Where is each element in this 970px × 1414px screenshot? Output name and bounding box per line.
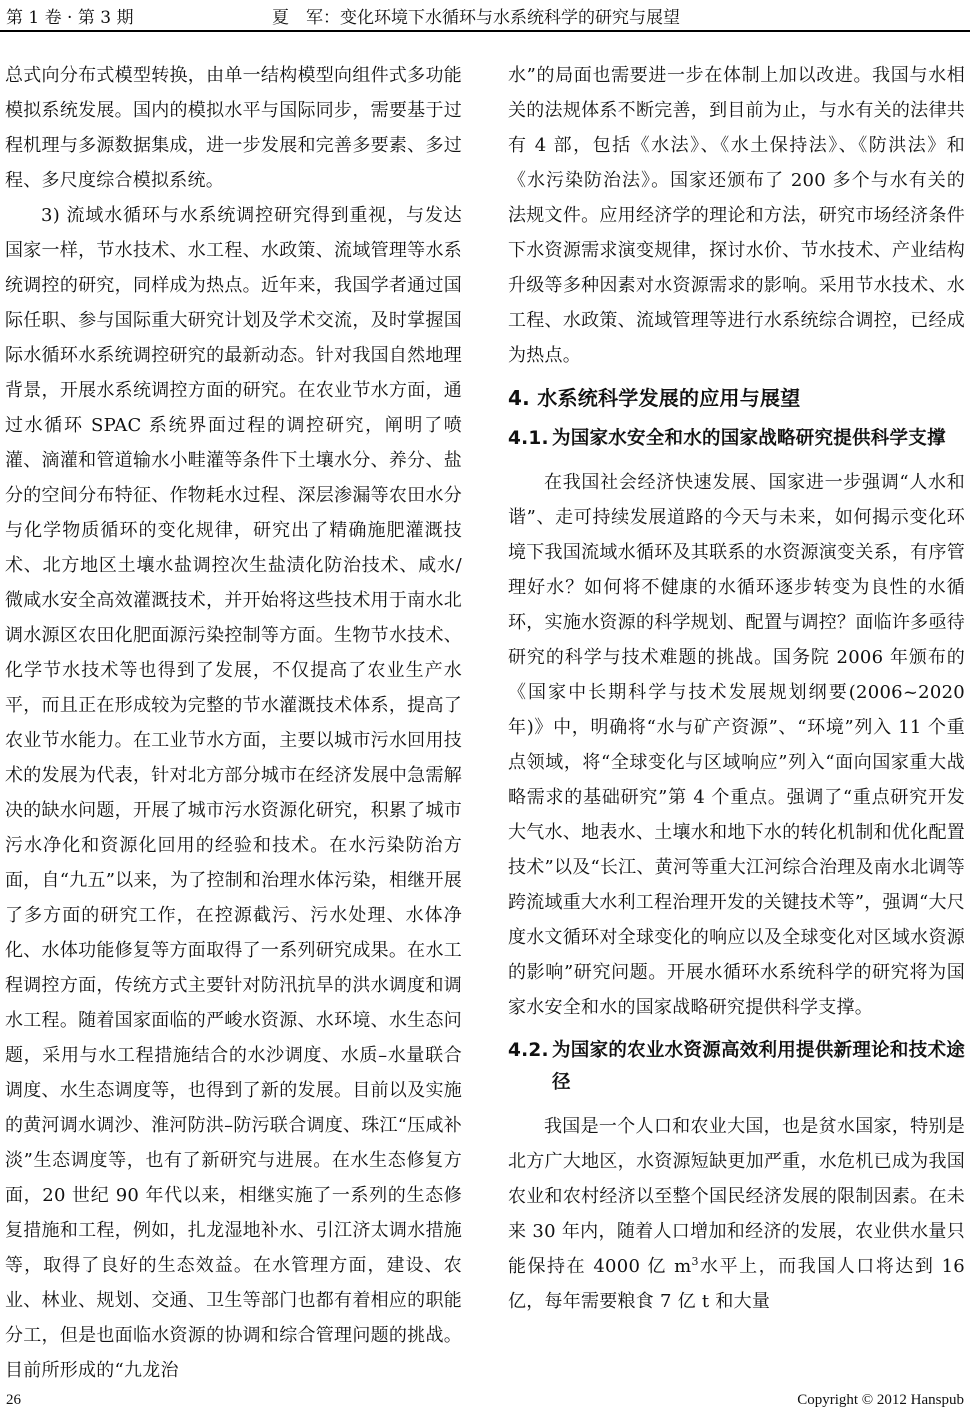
running-header [0, 0, 970, 32]
paragraph: 水”的局面也需要进一步在体制上加以改进。我国与水相关的法规体系不断完善，到目前为止，与水有关的法律共有 4 部，包括《水法》、《水土保持法》、《防洪法》和《水污染防治法》。国家还颁布了 200 多个与水有关的法规文件。应用经济学的理论和方法，研究市场经济条件下水资源需求演变规律，探讨水价、节水技术、产业结构升级等多种因素对水资源需求的影响。采用节水技术、水工程、水政策、流域管理等进行水系统综合调控，已经成为热点。 [508, 65, 965, 366]
paragraph: 总式向分布式模型转换，由单一结构模型向组件式多功能模拟系统发展。国内的模拟水平与国际同步，需要基于过程机理与多源数据集成，进一步发展和完善多要素、多过程、多尺度综合模拟系统。 [5, 65, 462, 191]
subsection-number: 4.2. [508, 1040, 549, 1061]
page-number: 26 [6, 1392, 21, 1408]
superscript: 3 [691, 1255, 699, 1268]
paragraph-text: 水平上，而我国人口将达到 16 亿，每年需要粮食 7 亿 t 和大量 [508, 1256, 966, 1312]
section-heading: 4. 水系统科学发展的应用与展望 [508, 386, 801, 410]
running-title: 夏 军：变化环境下水循环与水系统科学的研究与展望 [272, 8, 680, 28]
paragraph: 3) 流域水循环与水系统调控研究得到重视，与发达国家一样，节水技术、水工程、水政策、流域管理等水系统调控的研究，同样成为热点。近年来，我国学者通过国际任职、参与国际重大研究计划及学术交流，及时掌握国际水循环水系统调控研究的最新动态。针对我国自然地理背景，开展水系统调控方面的研究。在农业节水方面，通过水循环 SPAC 系统界面过程的调控研究，阐明了喷灌、滴灌和管道输水小畦灌等条件下土壤水分、养分、盐分的空间分布特征、作物耗水过程、深层渗漏等农田水分与化学物质循环的变化规律，研究出了精确施肥灌溉技术、北方地区土壤水盐调控次生盐渍化防治技术、咸水/微咸水安全高效灌溉技术，并开始将这些技术用于南水北调水源区农田化肥面源污染控制等方面。生物节水技术、化学节水技术等也得到了发展，不仅提高了农业生产水平，而且正在形成较为完整的节水灌溉技术体系，提高了农业节水能力。在工业节水方面，主要以城市污水回用技术的发展为代表，针对北方部分城市在经济发展中急需解决的缺水问题，开展了城市污水资源化研究，积累了城市污水净化和资源化回用的经验和技术。在水污染防治方面，自“九五”以来，为了控制和治理水体污染，相继开展了多方面的研究工作，在控源截污、污水处理、水体净化、水体功能修复等方面取得了一系列研究成果。在水工程调控方面，传统方式主要针对防汛抗旱的洪水调度和调水工程。随着国家面临的严峻水资源、水环境、水生态问题，采用与水工程措施结合的水沙调度、水质–水量联合调度、水生态调度等，也得到了新的发展。目前以及实施的黄河调水调沙、淮河防洪–防污联合调度、珠江“压咸补淡”生态调度等，也有了新研究与进展。在水生态修复方面，20 世纪 90 年代以来，相继实施了一系列的生态修复措施和工程，例如，扎龙湿地补水、引江济太调水措施等，取得了良好的生态效益。在水管理方面，建设、农业、林业、规划、交通、卫生等部门也都有着相应的职能分工，但是也面临水资源的协调和综合管理问题的挑战。目前所形成的“九龙治 [5, 205, 462, 1381]
subsection-title: 为国家的农业水资源高效利用提供新理论和技术途径 [552, 1040, 965, 1093]
right-column [508, 58, 965, 1319]
subsection-number: 4.1. [508, 428, 549, 449]
left-column [5, 58, 462, 1388]
subsection-title: 为国家水安全和水的国家战略研究提供科学支撑 [552, 428, 946, 449]
volume-issue: 第 1 卷 · 第 3 期 [6, 8, 134, 28]
paragraph: 在我国社会经济快速发展、国家进一步强调“人水和谐”、走可持续发展道路的今天与未来，如何揭示变化环境下我国流域水循环及其联系的水资源演变关系，有序管理好水？如何将不健康的水循环逐步转变为良性的水循环，实施水资源的科学规划、配置与调控？面临许多亟待研究的科学与技术难题的挑战。国务院 2006 年颁布的《国家中长期科学与技术发展规划纲要(2006~2020 年)》中，明确将“水与矿产资源”、“环境”列入 11 个重点领域，将“全球变化与区域响应”列入“面向国家重大战略需求的基础研究”第 4 个重点。强调了“重点研究开发大气水、地表水、土壤水和地下水的转化机制和优化配置技术”以及“长江、黄河等重大江河综合治理及南水北调等跨流域重大水利工程治理开发的关键技术等”，强调“大尺度水文循环对全球变化的响应以及全球变化对区域水资源的影响”研究问题。开展水循环水系统科学的研究将为国家水安全和水的国家战略研究提供科学支撑。 [508, 472, 965, 1018]
subsection-heading [508, 423, 965, 455]
paragraph [508, 1109, 965, 1319]
copyright-notice: Copyright © 2012 Hanspub [797, 1392, 964, 1408]
paragraph-text: 我国是一个人口和农业大国，也是贫水国家，特别是北方广大地区，水资源短缺更加严重，水危机已成为我国农业和农村经济以至整个国民经济发展的限制因素。在未来 30 年内，随着人口增加和经济的发展，农业供水量只能保持在 4000 亿 m [508, 1116, 965, 1277]
subsection-heading [508, 1035, 965, 1099]
